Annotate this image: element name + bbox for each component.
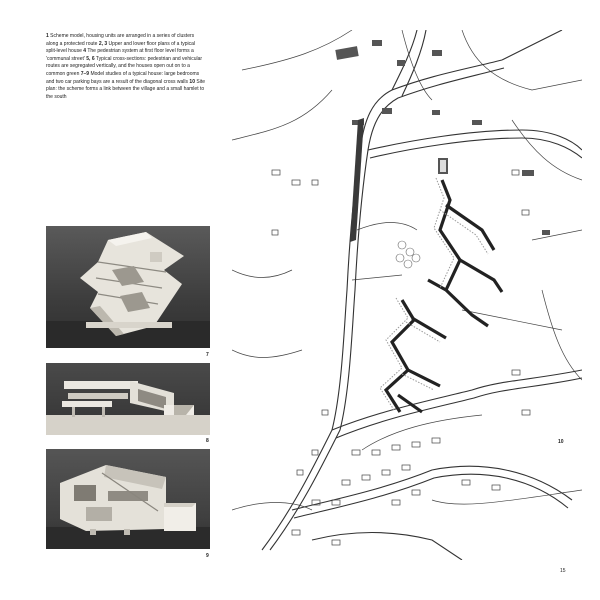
figure-caption	[46, 33, 206, 101]
model-photo-8	[46, 363, 210, 435]
housing-clusters	[380, 158, 502, 412]
page-number: 15	[560, 568, 566, 574]
model-drawing-7	[46, 226, 210, 348]
site-plan	[232, 30, 582, 560]
site-plan-drawing	[232, 30, 582, 560]
caption-num-2: 2, 3	[98, 40, 108, 47]
caption-text-5: Model studies of a typical house: large bedrooms and two car parking bays are a result of the diagonal cross walls	[46, 70, 200, 85]
model-photo-7	[46, 226, 210, 348]
caption-text-6: Site plan: the scheme forms a link between the village and a small hamlet to the south	[46, 78, 205, 100]
model-photo-9	[46, 449, 210, 549]
figure-number-9: 9	[206, 553, 209, 559]
tree-group	[396, 241, 420, 268]
caption-num-4: 5, 6	[86, 55, 95, 62]
figure-number-10: 10	[558, 439, 564, 445]
caption-num-6: 10	[189, 78, 195, 85]
field-boundaries	[232, 30, 582, 510]
caption-text-1: Scheme model, housing units are arranged in a series of clusters along a protected route	[46, 33, 195, 47]
caption-text-2: Upper and lower floor plans of a typical split-level house	[46, 40, 195, 55]
figure-number-7: 7	[206, 352, 209, 358]
caption-num-1: 1	[46, 33, 49, 39]
road-network	[262, 30, 582, 560]
caption-num-3: 4	[83, 48, 87, 55]
caption-text	[46, 33, 206, 101]
model-drawing-9	[46, 449, 210, 549]
linear-housing-terrace	[350, 118, 364, 242]
figure-number-8: 8	[206, 438, 209, 444]
model-drawing-8	[46, 363, 210, 435]
caption-num-5: 7–9	[80, 70, 90, 77]
caption-text-3: The pedestrian system at first floor level forms a 'communal street'	[46, 48, 194, 62]
caption-text-4: Typical cross-sections: pedestrian and vehicular routes are segregated vertically, and the houses open out on to a common green	[46, 55, 203, 77]
